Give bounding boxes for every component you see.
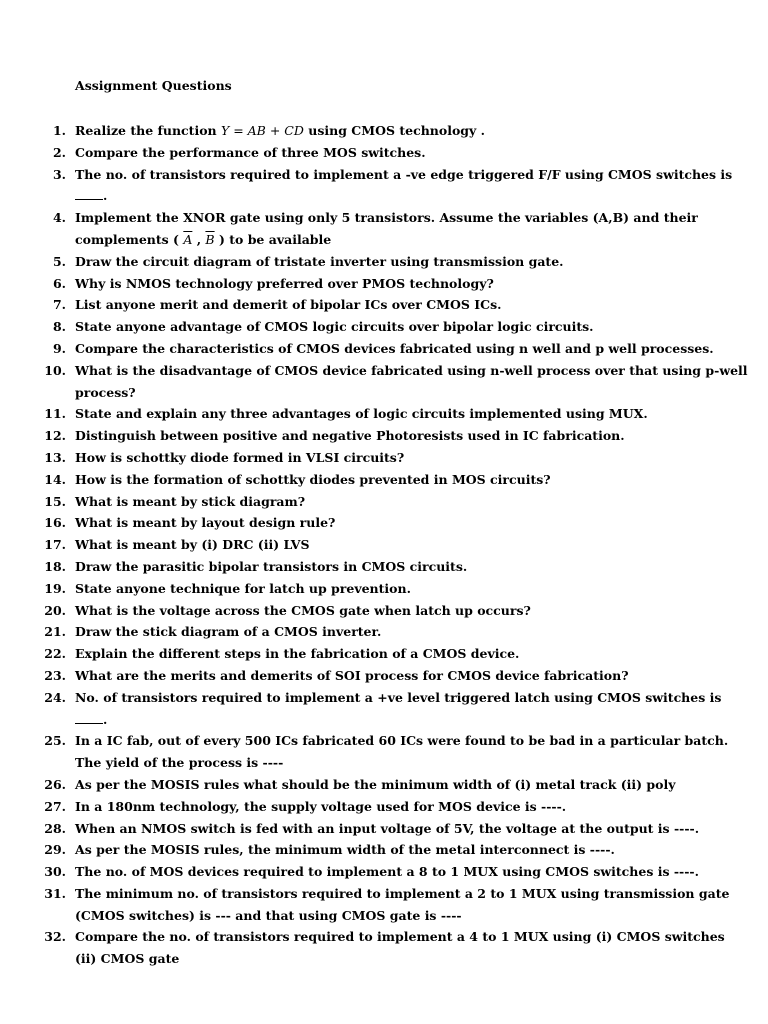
question-number: 22.	[44, 646, 66, 662]
question-text: Why is NMOS technology preferred over PMOS technology?	[75, 275, 494, 291]
question-number: 11.	[44, 406, 66, 422]
question-text-part: The no. of transistors required to implement a -ve edge triggered F/F using CMOS switches is	[75, 166, 733, 182]
question-item	[0, 338, 768, 360]
question-item	[0, 491, 768, 513]
question-text: Distinguish between positive and negative Photoresists used in IC fabrication.	[75, 428, 625, 444]
question-item	[0, 251, 768, 273]
question-number: 28.	[44, 820, 66, 836]
question-number: 27.	[44, 798, 66, 814]
question-number: 29.	[44, 842, 66, 858]
question-text-part: No. of transistors required to implement a +ve level triggered latch using CMOS switches is	[75, 689, 722, 705]
question-item	[0, 926, 768, 970]
question-text: As per the MOSIS rules what should be the minimum width of (i) metal track (ii) poly	[75, 776, 676, 792]
question-text: Draw the circuit diagram of tristate inverter using transmission gate.	[75, 253, 564, 269]
answer-blank	[75, 711, 103, 724]
question-number: 3.	[52, 166, 66, 182]
question-item	[0, 687, 768, 731]
question-item	[0, 774, 768, 796]
complement-b: $\overline{B}$	[205, 231, 215, 247]
question-number: 25.	[44, 733, 66, 749]
question-number: 2.	[52, 144, 66, 160]
question-number: 12.	[44, 428, 66, 444]
question-item	[0, 578, 768, 600]
question-item	[0, 403, 768, 425]
answer-blank	[75, 187, 103, 200]
question-item	[0, 273, 768, 295]
question-text-part: using CMOS technology .	[303, 123, 485, 138]
question-item	[0, 360, 768, 404]
question-number: 5.	[52, 253, 66, 269]
question-text: How is the formation of schottky diodes prevented in MOS circuits?	[75, 471, 551, 487]
question-number: 18.	[44, 558, 66, 574]
question-text: How is schottky diode formed in VLSI circuits?	[75, 449, 405, 465]
question-item	[0, 796, 768, 818]
question-text: As per the MOSIS rules, the minimum width of the metal interconnect is ----.	[75, 842, 615, 858]
question-number: 8.	[52, 319, 66, 335]
question-text	[75, 690, 721, 727]
question-number: 13.	[44, 449, 66, 465]
question-text: State anyone technique for latch up prevention.	[75, 580, 411, 596]
question-number: 7.	[52, 297, 66, 313]
question-number: 21.	[44, 624, 66, 640]
question-text: What is the voltage across the CMOS gate when latch up occurs?	[75, 602, 531, 618]
question-text	[75, 210, 698, 247]
question-text: When an NMOS switch is fed with an input voltage of 5V, the voltage at the output is ----.	[75, 820, 700, 836]
question-text: In a IC fab, out of every 500 ICs fabricated 60 ICs were found to be bad in a particular batch. The yield of the process is ----	[75, 733, 729, 771]
question-item	[0, 534, 768, 556]
question-number: 17.	[44, 537, 66, 553]
question-number: 4.	[52, 210, 66, 226]
question-item	[0, 730, 768, 774]
question-item	[0, 512, 768, 534]
question-text: Draw the parasitic bipolar transistors in CMOS circuits.	[75, 558, 468, 574]
question-text: What is meant by layout design rule?	[75, 515, 336, 531]
question-text: What is the disadvantage of CMOS device fabricated using n-well process over that using p-well process?	[75, 362, 748, 400]
question-item	[0, 447, 768, 469]
question-text: What is meant by (i) DRC (ii) LVS	[75, 537, 310, 553]
question-text: Compare the characteristics of CMOS devices fabricated using n well and p well processes.	[75, 340, 714, 356]
question-text: Explain the different steps in the fabrication of a CMOS device.	[75, 646, 520, 662]
question-item	[0, 316, 768, 338]
question-text: Compare the no. of transistors required to implement a 4 to 1 MUX using (i) CMOS switches (ii) CMOS gate	[75, 929, 725, 967]
question-text: The minimum no. of transistors required to implement a 2 to 1 MUX using transmission gate (CMOS switches) is --- and that using CMOS gate is ----	[75, 885, 730, 923]
question-number: 23.	[44, 667, 66, 683]
question-text-part: ) to be available	[214, 231, 332, 247]
document-title: Assignment Questions	[75, 78, 232, 93]
math-expression: Y = AB + CD	[220, 123, 304, 138]
question-text: State anyone advantage of CMOS logic circuits over bipolar logic circuits.	[75, 319, 594, 335]
question-item	[0, 294, 768, 316]
question-item	[0, 600, 768, 622]
question-item	[0, 164, 768, 208]
question-text: What is meant by stick diagram?	[75, 493, 306, 509]
question-number: 14.	[44, 471, 66, 487]
question-number: 16.	[44, 515, 66, 531]
question-item	[0, 469, 768, 491]
question-number: 15.	[44, 493, 66, 509]
question-text: List anyone merit and demerit of bipolar ICs over CMOS ICs.	[75, 297, 502, 313]
question-text: What are the merits and demerits of SOI process for CMOS device fabrication?	[75, 667, 629, 683]
question-number: 26.	[44, 776, 66, 792]
question-number: 32.	[44, 929, 66, 945]
question-item	[0, 861, 768, 883]
question-text: State and explain any three advantages of logic circuits implemented using MUX.	[75, 406, 648, 422]
question-number: 6.	[52, 275, 66, 291]
question-number: 9.	[52, 340, 66, 356]
question-text: Draw the stick diagram of a CMOS inverter.	[75, 624, 382, 640]
question-number: 30.	[44, 864, 66, 880]
complement-separator: ,	[192, 231, 206, 247]
question-text: The no. of MOS devices required to implement a 8 to 1 MUX using CMOS switches is ----.	[75, 864, 699, 880]
question-item	[0, 425, 768, 447]
question-item	[0, 883, 768, 927]
question-text	[75, 123, 485, 138]
question-item	[0, 621, 768, 643]
question-text-part: .	[103, 711, 108, 727]
question-item	[0, 207, 768, 251]
question-item	[0, 665, 768, 687]
question-text: Compare the performance of three MOS switches.	[75, 144, 426, 160]
question-item	[0, 120, 768, 142]
question-list	[0, 120, 768, 970]
complement-a: $\overline{A}$	[183, 231, 193, 247]
question-item	[0, 556, 768, 578]
question-item	[0, 142, 768, 164]
question-number: 24.	[44, 689, 66, 705]
question-number: 20.	[44, 602, 66, 618]
question-number: 31.	[44, 885, 66, 901]
question-item	[0, 643, 768, 665]
question-number: 1.	[52, 123, 66, 138]
question-text-part: Realize the function	[75, 123, 221, 138]
question-text: In a 180nm technology, the supply voltage used for MOS device is ----.	[75, 798, 567, 814]
question-item	[0, 839, 768, 861]
question-text-part: Implement the XNOR gate using only 5 transistors. Assume the variables (A,B) and their complements (	[75, 210, 698, 247]
question-number: 10.	[44, 362, 66, 378]
question-text-part: .	[103, 188, 108, 204]
question-number: 19.	[44, 580, 66, 596]
question-text	[75, 167, 732, 204]
question-item	[0, 818, 768, 840]
